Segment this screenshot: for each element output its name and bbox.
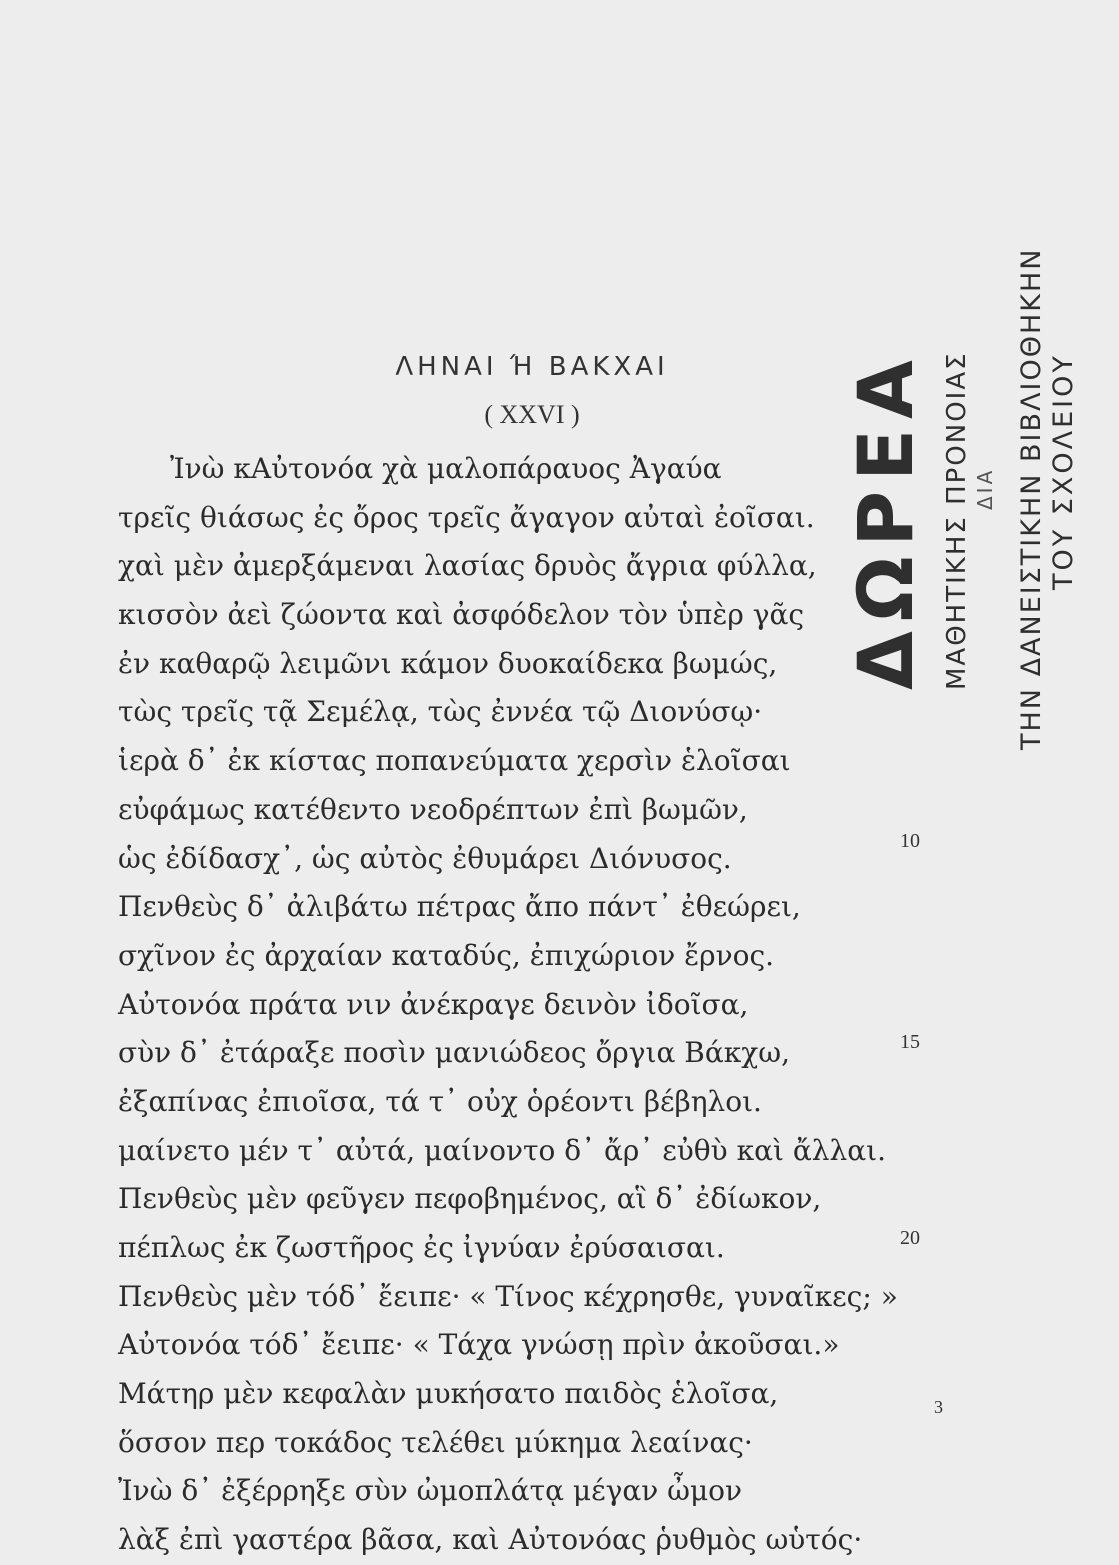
page-number: 3	[934, 1397, 943, 1417]
verse-line: Αὐτονόα τόδ᾽ ἔειπε· « Τάχα γνώσῃ πρὶν ἀκοῦσαι.»	[118, 1328, 840, 1362]
verse-line: εὐφάμως κατέθεντο νεοδρέπτων ἐπὶ βωμῶν,	[118, 792, 748, 826]
library-stamp	[820, 90, 1080, 790]
line-number-20: 20	[900, 1227, 920, 1249]
svg-text:ΤΗΝ ΔΑΝΕΙΣΤΙΚΗΝ ΒΙΒΛΙΟΘΗΚΗΝ: ΤΗΝ ΔΑΝΕΙΣΤΙΚΗΝ ΒΙΒΛΙΟΘΗΚΗΝ	[1016, 247, 1047, 750]
svg-text:ΔΩΡΕΑ: ΔΩΡΕΑ	[841, 350, 930, 690]
verse-line: Πενθεὺς μὲν φεῦγεν πεφοβημένος, αἳ δ᾽ ἐδίωκον,	[118, 1182, 822, 1216]
verse-line: σχῖνον ἐς ἀρχαίαν καταδύς, ἐπιχώριον ἔρνος.	[118, 938, 775, 972]
verse-line: ἐξαπίνας ἐπιοῖσα, τά τ᾽ οὐχ ὁρέοντι βέβηλοι.	[118, 1084, 762, 1118]
verse-line: Πενθεὺς δ᾽ ἀλιβάτω πέτρας ἄπο πάντ᾽ ἐθεώρει,	[118, 890, 801, 924]
verse-line: μαίνετο μέν τ᾽ αὐτά, μαίνοντο δ᾽ ἄρ᾽ εὐθὺ καὶ ἄλλαι.	[118, 1133, 887, 1167]
verse-line: ὅσσον περ τοκάδος τελέθει μύκημα λεαίνας·	[118, 1425, 753, 1459]
verse-line: Μάτηρ μὲν κεφαλὰν μυκήσατο παιδὸς ἑλοῖσα,	[118, 1377, 779, 1411]
verse-line: κισσὸν ἀεὶ ζώοντα καὶ ἀσφόδελον τὸν ὑπὲρ γᾶς	[118, 598, 805, 632]
poem-number: ( XXVI )	[484, 400, 580, 429]
poem-text	[118, 445, 898, 1565]
poem-title: ΛΗΝΑΙ Ή ΒΑΚΧΑΙ	[395, 352, 669, 382]
verse-line: ὡς ἐδίδασχ᾽, ὡς αὐτὸς ἐθυμάρει Διόνυσος.	[118, 841, 732, 875]
verse-line: χαὶ μὲν ἀμερξάμεναι λασίας δρυὸς ἄγρια φύλλα,	[118, 549, 817, 583]
verse-line: λὰξ ἐπὶ γαστέρα βᾶσα, καὶ Αὐτονόας ῥυθμὸς ωὑτός·	[118, 1523, 863, 1557]
svg-text:ΤΟΥ ΣΧΟΛΕΙΟΥ: ΤΟΥ ΣΧΟΛΕΙΟΥ	[1048, 353, 1079, 590]
verse-line: τρεῖς θιάσως ἐς ὄρος τρεῖς ἄγαγον αὐταὶ ἐοῖσαι.	[118, 500, 815, 534]
stamp-graphic	[820, 90, 1080, 790]
verse-line: πέπλως ἐκ ζωστῆρος ἐς ἰγνύαν ἐρύσαισαι.	[118, 1231, 725, 1264]
verse-line: Αὐτονόα πράτα νιν ἀνέκραγε δεινὸν ἰδοῖσα,	[118, 987, 749, 1021]
verse-line: τὼς τρεῖς τᾷ Σεμέλᾳ, τὼς ἐννέα τῷ Διονύσῳ·	[118, 695, 763, 729]
verse-line: ἱερὰ δ᾽ ἐκ κίστας ποπανεύματα χερσὶν ἑλοῖσαι	[118, 744, 791, 778]
verse-line: Ἰνὼ κΑὐτονόα χὰ μαλοπάραυος Ἀγαύα	[170, 452, 722, 485]
verse-line: Πενθεὺς μὲν τόδ᾽ ἔειπε· « Τίνος κέχρησθε, γυναῖκες; »	[118, 1279, 898, 1313]
svg-text:ΜΑΘΗΤΙΚΗΣ ΠΡΟΝΟΙΑΣ: ΜΑΘΗΤΙΚΗΣ ΠΡΟΝΟΙΑΣ	[942, 351, 972, 690]
verse-line: σὺν δ᾽ ἐτάραξε ποσὶν μανιώδεος ὄργια Βάκχω,	[118, 1036, 790, 1070]
line-number-10: 10	[900, 830, 920, 852]
svg-text:ΔΙΑ: ΔΙΑ	[973, 467, 997, 510]
verse-line: Ἰνὼ δ᾽ ἐξέρρηξε σὺν ὠμοπλάτᾳ μέγαν ὦμον	[118, 1474, 743, 1508]
verse-line: ἐν καθαρῷ λειμῶνι κάμον δυοκαίδεκα βωμώς,	[118, 646, 778, 680]
line-number-15: 15	[900, 1031, 920, 1053]
